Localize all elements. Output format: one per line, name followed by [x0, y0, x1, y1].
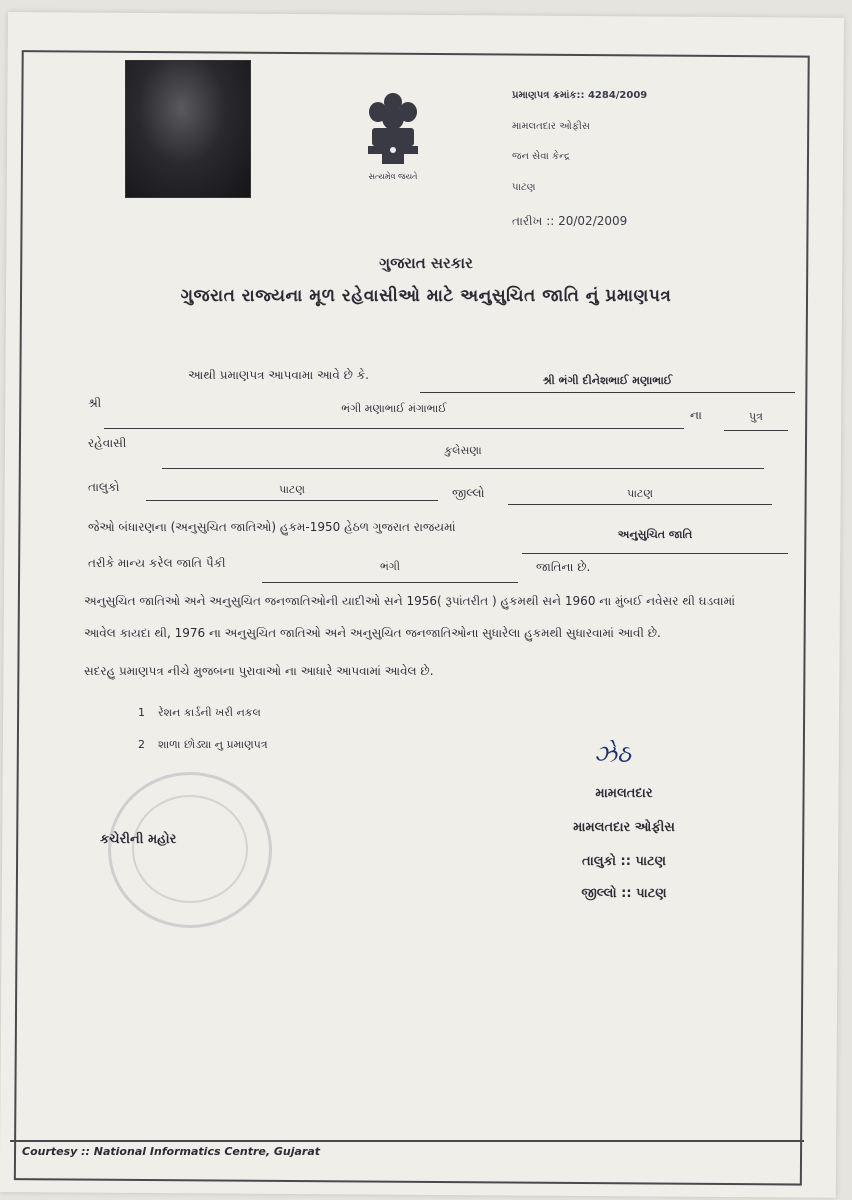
caste-value: ભંગી	[380, 560, 400, 573]
village-line	[162, 468, 764, 469]
taluka-value: પાટણ	[279, 483, 305, 496]
father-name-line	[104, 428, 684, 429]
seal-label: કચેરીની મહોર	[100, 832, 177, 847]
resident-label: રહેવાસી	[88, 436, 127, 450]
signatory-taluka: તાલુકો :: પાટણ	[581, 854, 667, 869]
certificate-number: પ્રમાણપત્ર ક્રમાંક:: 4284/2009	[512, 90, 648, 101]
legal-paragraph-line-2: આવેલ કાયદા થી, 1976 ના અનુસુચિત જાતિઓ અને અનુસુચિત જનજાતિઓના સુધારેલા હુકમથી સુધારવામાં આવી છે.	[84, 626, 661, 640]
district-line	[508, 504, 772, 505]
footer-courtesy: Courtesy :: National Informatics Centre, Gujarat	[22, 1145, 321, 1158]
evidence-num-1: 1	[138, 706, 145, 719]
signatory-district: જીલ્લો :: પાટણ	[581, 886, 667, 901]
issue-date: તારીખ :: 20/02/2009	[512, 214, 628, 228]
office-seal-inner	[132, 795, 248, 903]
evidence-intro: સદરહુ પ્રમાણપત્ર નીચે મુજબના પુરાવાઓ ના આધારે આપવામાં આવેલ છે.	[84, 664, 434, 678]
office-name: મામલતદાર ઓફીસ	[512, 121, 590, 132]
signature-scrawl: ઝેઠ	[594, 740, 631, 768]
caste-line	[262, 582, 518, 583]
relation-value: પુત્ર	[749, 410, 763, 423]
na-label: ના	[690, 408, 702, 422]
intro-label: આથી પ્રમાણપત્ર આપવામા આવે છે કે.	[188, 368, 369, 382]
holder-name: શ્રી ભંગી દીનેશભાઈ મણાભાઈ	[542, 374, 673, 387]
shri-label: શ્રી	[88, 396, 102, 410]
holder-name-line	[420, 392, 795, 393]
signatory-designation: મામલતદાર	[595, 786, 653, 801]
recognized-label: તરીકે માન્ય કરેલ જાતિ પૈકી	[88, 556, 226, 570]
government-title: ગુજરાત સરકાર	[379, 254, 473, 272]
father-name: ભંગી મણાભાઈ મંગાભાઈ	[341, 402, 447, 415]
seva-kendra: જન સેવા કેન્દ્ર	[512, 151, 571, 162]
category-value: અનુસુચિત જાતિ	[617, 528, 693, 541]
evidence-item-1: રેશન કાર્ડની ખરી નકલ	[158, 706, 261, 719]
taluka-label: તાલુકો	[88, 480, 120, 494]
holder-photo	[125, 60, 251, 198]
footer-divider	[10, 1140, 804, 1142]
caste-suffix: જાતિના છે.	[536, 560, 591, 574]
evidence-item-2: શાળા છોડ્યા નુ પ્રમાણપત્ર	[158, 738, 268, 751]
emblem-caption: સત્યમેવ જયતે	[368, 172, 418, 181]
certificate-title: ગુજરાત રાજ્યના મૂળ રહેવાસીઓ માટે અનુસુચિત જાતિ નું પ્રમાણપત્ર	[180, 286, 672, 306]
state-emblem-icon	[356, 88, 430, 188]
category-line	[522, 553, 788, 554]
document-border	[14, 50, 810, 1185]
legal-paragraph-line-1: અનુસુચિત જાતિઓ અને અનુસુચિત જનજાતિઓની યાદીઓ સને 1956( રૂપાંતરીત ) હુકમથી સને 1960 ના મુંબઈ નવેસર થી ઘડવામાં	[84, 594, 736, 608]
district-label: જીલ્લો	[452, 486, 485, 500]
evidence-num-2: 2	[138, 738, 145, 751]
district-value: પાટણ	[627, 487, 653, 500]
village-value: કુલેસણા	[444, 444, 482, 457]
relation-line	[724, 430, 788, 431]
signatory-office: મામલતદાર ઓફીસ	[573, 820, 675, 835]
order-text: જેઓ બંધારણના (અનુસુચિત જાતિઓ) હુકમ-1950 હેઠળ ગુજરાત રાજયમાં	[88, 520, 456, 534]
city-name: પાટણ	[512, 182, 536, 193]
taluka-line	[146, 500, 438, 501]
